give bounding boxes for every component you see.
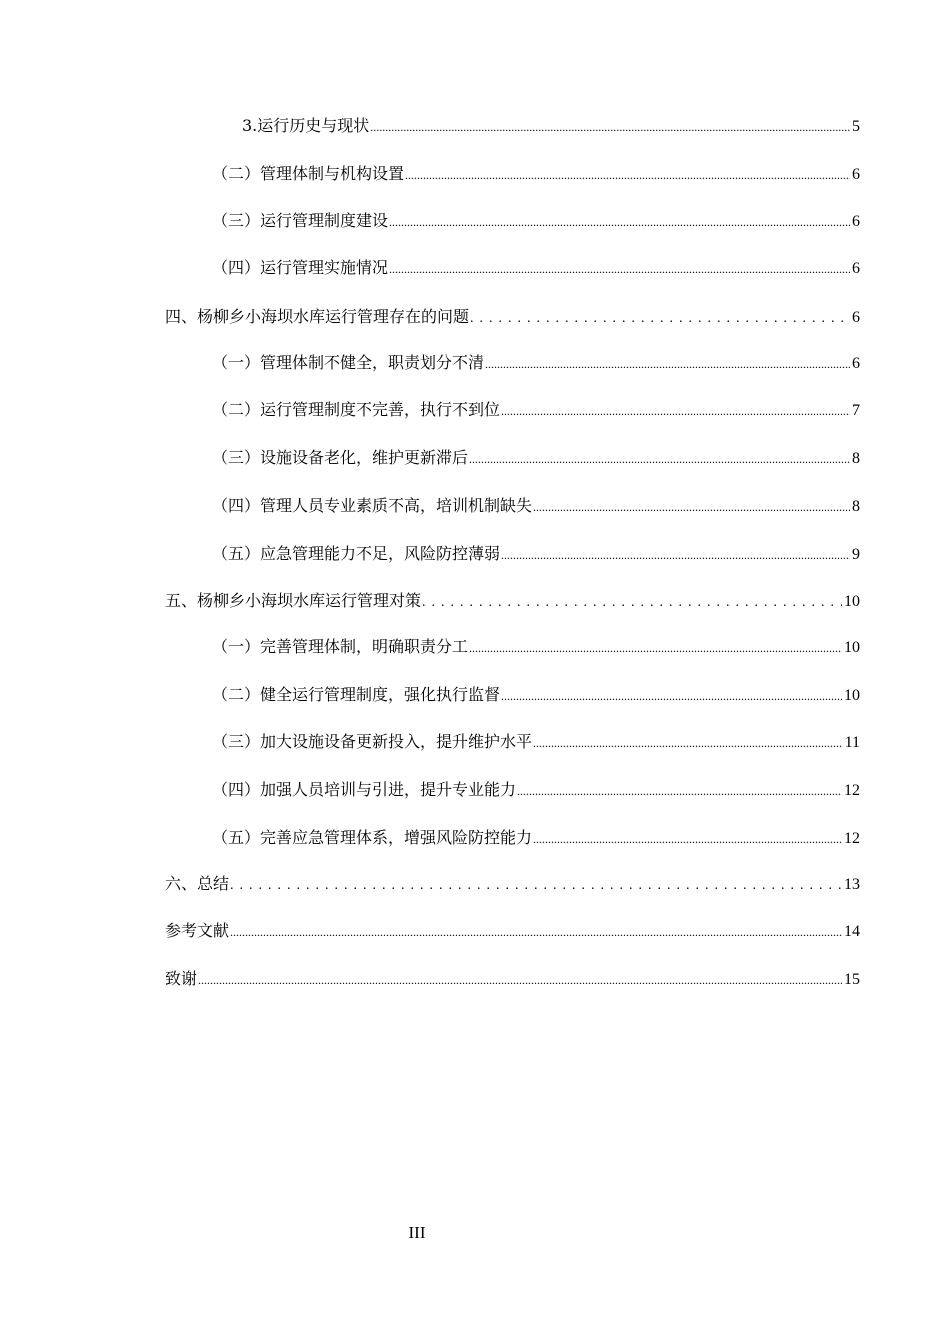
- toc-entry-title: （四）加强人员培训与引进，提升专业能力: [212, 780, 517, 799]
- toc-entry[interactable]: [212, 445, 860, 471]
- toc-entry-page: 7: [852, 402, 860, 419]
- toc-dot-leader: [533, 494, 850, 520]
- toc-dot-leader: [533, 730, 843, 756]
- toc-entry[interactable]: [212, 825, 860, 851]
- toc-entry-title: 六、总结: [165, 874, 230, 893]
- toc-entry-page: 10: [844, 639, 860, 656]
- toc-entry-title: 四、杨柳乡小海坝水库运行管理存在的问题: [165, 307, 470, 326]
- toc-entry-title: （三）加大设施设备更新投入，提升维护水平: [212, 732, 533, 751]
- toc-entry-title: 3.运行历史与现状: [242, 116, 370, 135]
- toc-entry-title: （四）管理人员专业素质不高，培训机制缺失: [212, 496, 533, 515]
- toc-entry-page: 12: [844, 782, 860, 799]
- toc-entry-title: （五）完善应急管理体系，增强风险防控能力: [212, 828, 533, 847]
- toc-dot-leader: [485, 351, 850, 377]
- toc-entry-page: 11: [844, 734, 860, 751]
- toc-entry-title: （二）健全运行管理制度，强化执行监督: [212, 685, 501, 704]
- toc-entry-page: 8: [852, 450, 860, 467]
- toc-dot-leader: [533, 826, 842, 852]
- toc-entry[interactable]: [242, 113, 860, 139]
- toc-dot-leader: [389, 256, 850, 282]
- toc-entry-title: （三）运行管理制度建设: [212, 211, 389, 230]
- toc-entry[interactable]: [165, 588, 860, 614]
- toc-dot-leader: [230, 873, 842, 899]
- toc-entry-page: 15: [844, 971, 860, 988]
- toc-entry-title: （四）运行管理实施情况: [212, 258, 389, 277]
- toc-entry-page: 10: [844, 593, 860, 610]
- toc-entry-page: 6: [852, 355, 860, 372]
- toc-entry-page: 9: [852, 546, 860, 563]
- toc-entry[interactable]: [212, 161, 860, 187]
- toc-entry-title: （二）运行管理制度不完善，执行不到位: [212, 400, 501, 419]
- toc-entry-page: 13: [844, 876, 860, 893]
- toc-entry-title: （一）管理体制不健全，职责划分不清: [212, 353, 485, 372]
- toc-entry-page: 6: [852, 309, 860, 326]
- toc-entry-title: （二）管理体制与机构设置: [212, 164, 405, 183]
- toc-entry-title: 五、杨柳乡小海坝水库运行管理对策: [165, 591, 422, 610]
- toc-entry[interactable]: [212, 682, 860, 708]
- toc-dot-leader: [469, 446, 850, 472]
- toc-entry[interactable]: [212, 255, 860, 281]
- page-number: III: [408, 1223, 426, 1242]
- toc-entry-title: 致谢: [165, 969, 198, 988]
- toc-entry[interactable]: [165, 966, 860, 992]
- toc-entry-page: 5: [852, 118, 860, 135]
- toc-entry-page: 10: [844, 687, 860, 704]
- toc-entry-page: 6: [852, 213, 860, 230]
- toc-dot-leader: [389, 209, 850, 235]
- toc-entry[interactable]: [212, 541, 860, 567]
- toc-dot-leader: [422, 590, 842, 616]
- toc-entry-page: 14: [844, 923, 860, 940]
- toc-dot-leader: [501, 398, 850, 424]
- toc-entry[interactable]: [212, 208, 860, 234]
- toc-dot-leader: [501, 683, 842, 709]
- toc-entry[interactable]: [212, 493, 860, 519]
- toc-dot-leader: [501, 542, 850, 568]
- toc-dot-leader: [198, 967, 842, 993]
- toc-entry[interactable]: [165, 304, 860, 330]
- toc-entry-title: 参考文献: [165, 921, 230, 940]
- toc-entry-page: 6: [852, 166, 860, 183]
- toc-entry-page: 6: [852, 260, 860, 277]
- toc-dot-leader: [230, 919, 842, 945]
- toc-entry-title: （一）完善管理体制，明确职责分工: [212, 637, 469, 656]
- toc-entry[interactable]: [165, 871, 860, 897]
- toc-dot-leader: [370, 114, 850, 140]
- toc-entry-page: 12: [844, 830, 860, 847]
- toc-entry[interactable]: [212, 729, 860, 755]
- toc-entry[interactable]: [212, 777, 860, 803]
- toc-entry[interactable]: [212, 397, 860, 423]
- toc-entry-title: （五）应急管理能力不足，风险防控薄弱: [212, 544, 501, 563]
- toc-entry[interactable]: [212, 634, 860, 660]
- toc-entry-page: 8: [852, 498, 860, 515]
- toc-dot-leader: [470, 306, 850, 332]
- toc-entry[interactable]: [212, 350, 860, 376]
- toc-dot-leader: [469, 635, 842, 661]
- toc-dot-leader: [405, 162, 850, 188]
- toc-entry-title: （三）设施设备老化，维护更新滞后: [212, 448, 469, 467]
- toc-entry[interactable]: [165, 918, 860, 944]
- toc-dot-leader: [517, 778, 842, 804]
